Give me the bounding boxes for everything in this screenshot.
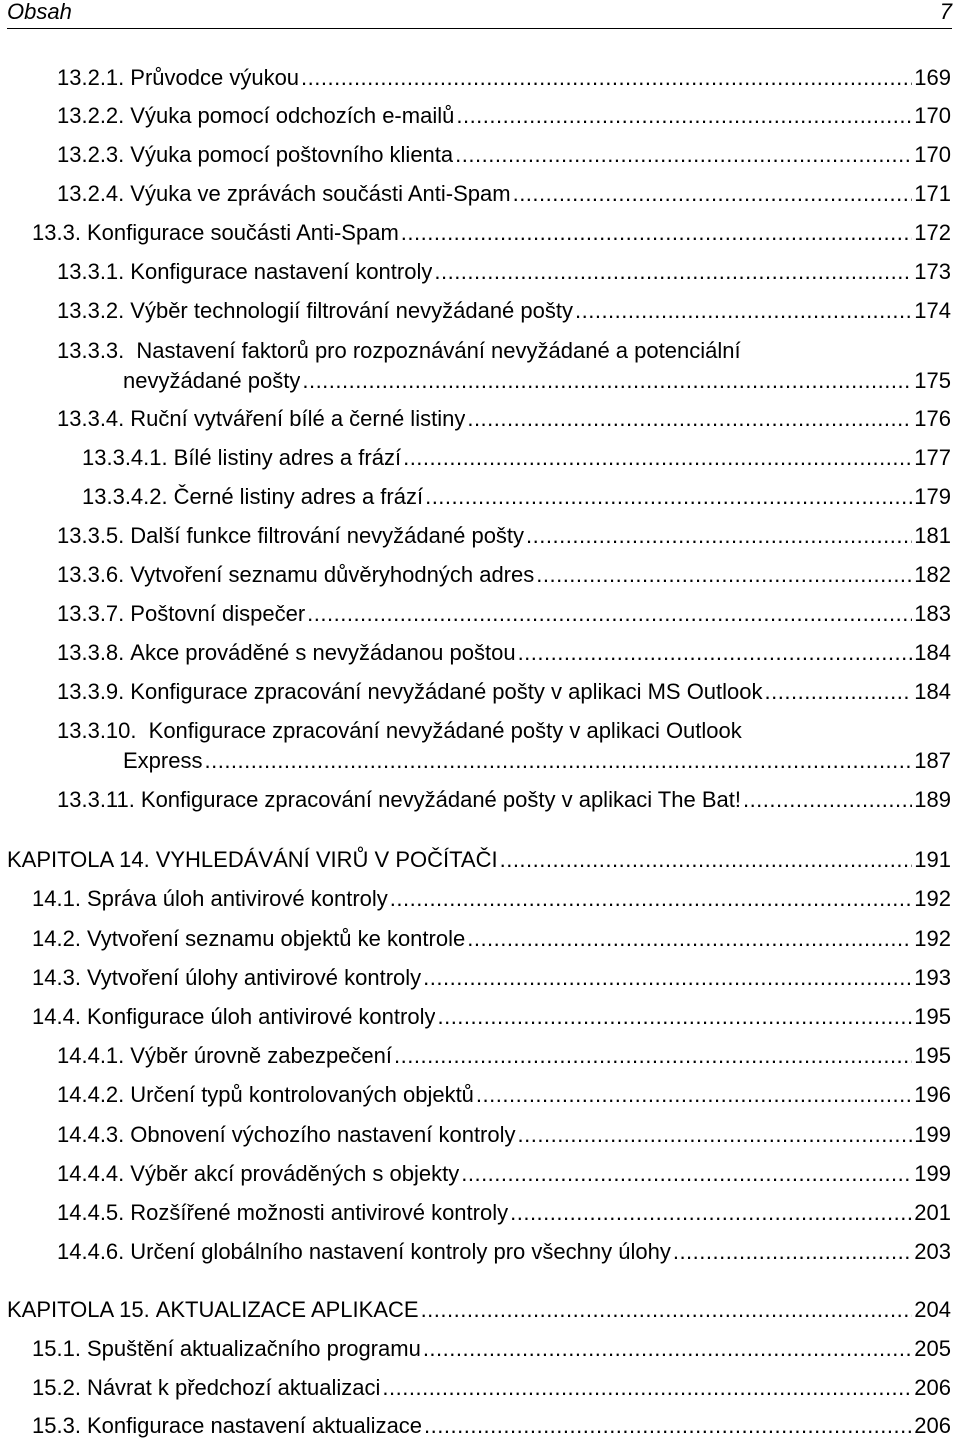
toc-dot-leader [437, 1002, 912, 1032]
toc-dot-leader [423, 963, 912, 993]
toc-entry-title: Výuka pomocí odchozích e-mailů [130, 103, 455, 128]
toc-entry[interactable] [57, 677, 951, 707]
toc-entry-number: 14.4.6. [57, 1239, 125, 1264]
toc-entry[interactable] [57, 179, 951, 209]
toc-entry-title: Konfigurace nastavení kontroly [130, 259, 433, 284]
running-head [7, 0, 952, 29]
toc-entry-number: 13.3.7. [57, 601, 125, 626]
toc-entry[interactable] [57, 140, 951, 170]
toc-entry-number: 15.2. [32, 1375, 81, 1400]
toc-dot-leader [401, 218, 913, 248]
toc-entry-title: Konfigurace nastavení aktualizace [86, 1413, 423, 1438]
toc-entry[interactable] [32, 924, 951, 954]
toc-entry-number: 13.2.2. [57, 103, 125, 128]
toc-dot-leader [673, 1237, 912, 1267]
toc-entry-number: 14.3. [32, 965, 81, 990]
toc-entry[interactable] [57, 1198, 951, 1228]
toc-entry-page: 183 [914, 601, 951, 626]
toc-entry-page: 176 [914, 406, 951, 431]
toc-dot-leader [510, 1198, 912, 1228]
toc-entry-page: 196 [914, 1082, 951, 1107]
toc-entry-title: Bílé listiny adres a frází [173, 445, 402, 470]
toc-entry[interactable] [82, 443, 951, 473]
toc-entry-title: Černé listiny adres a frází [173, 484, 424, 509]
toc-entry-number: 13.3.2. [57, 298, 125, 323]
toc-entry[interactable] [32, 884, 951, 914]
toc-dot-leader [526, 521, 912, 551]
toc-entry-page: 199 [914, 1161, 951, 1186]
toc-entry[interactable] [57, 560, 951, 590]
toc-entry-number: 14.4. [32, 1004, 81, 1029]
toc-dot-leader [536, 560, 912, 590]
toc-entry-page: 187 [914, 748, 951, 773]
toc-entry-title: Rozšířené možnosti antivirové kontroly [130, 1200, 509, 1225]
toc-dot-leader [513, 179, 913, 209]
toc-entry-title: Poštovní dispečer [130, 601, 306, 626]
toc-entry-title: Konfigurace zpracování nevyžádané pošty v aplikaci MS Outlook [130, 679, 763, 704]
toc-entry-title: Výběr úrovně zabezpečení [130, 1043, 393, 1068]
toc-entry-page: 169 [914, 65, 951, 90]
toc-entry-number: 14.4.5. [57, 1200, 125, 1225]
toc-dot-leader [467, 404, 912, 434]
toc-entry[interactable] [32, 218, 951, 248]
toc-entry-title: Spuštění aktualizačního programu [86, 1336, 421, 1361]
toc-entry-page: 170 [914, 103, 951, 128]
toc-entry-number: 15.1. [32, 1336, 81, 1361]
toc-dot-leader [575, 296, 912, 326]
toc-chapter-entry[interactable] [7, 1295, 951, 1325]
toc-dot-leader [461, 1159, 912, 1189]
toc-dot-leader [518, 1120, 913, 1150]
toc-entry-number: 13.3.4.2. [82, 484, 168, 509]
toc-entry-number: 13.3.11. [57, 787, 135, 812]
toc-entry-title: Výuka ve zprávách součásti Anti-Spam [130, 181, 511, 206]
toc-entry[interactable] [57, 1120, 951, 1150]
toc-entry-page: 170 [914, 142, 951, 167]
toc-entry[interactable] [57, 1041, 951, 1071]
toc-entry-page: 175 [914, 368, 951, 393]
toc-entry-title: Vytvoření seznamu důvěryhodných adres [130, 562, 535, 587]
toc-dot-leader [301, 63, 912, 93]
toc-dot-leader [476, 1080, 912, 1110]
toc-entry-title: Návrat k předchozí aktualizaci [86, 1375, 381, 1400]
toc-entry-title-line-2: nevyžádané pošty [123, 368, 301, 393]
toc-entry-title: Určení globálního nastavení kontroly pro všechny úlohy [130, 1239, 671, 1264]
toc-dot-leader [302, 366, 912, 396]
toc-entry-number: 14.4.2. [57, 1082, 125, 1107]
toc-entry[interactable] [32, 963, 951, 993]
toc-dot-leader [765, 677, 913, 707]
toc-entry[interactable] [57, 521, 951, 551]
toc-entry-page: 172 [914, 220, 951, 245]
toc-dot-leader [421, 1295, 913, 1325]
toc-entry-number: 14.2. [32, 926, 81, 951]
toc-dot-leader [424, 1411, 912, 1441]
toc-entry-number: 14.4.3. [57, 1122, 125, 1147]
toc-entry[interactable] [57, 296, 951, 326]
toc-entry-number: 13.3.8. [57, 640, 125, 665]
toc-entry-title: Správa úloh antivirové kontroly [86, 886, 388, 911]
toc-entry-page: 193 [914, 965, 951, 990]
toc-entry-title: Konfigurace zpracování nevyžádané pošty v aplikaci The Bat! [140, 787, 741, 812]
toc-entry[interactable] [57, 716, 951, 776]
toc-entry[interactable] [82, 482, 951, 512]
toc-entry-page: 177 [914, 445, 951, 470]
toc-dot-leader [434, 257, 912, 287]
toc-entry-page: 199 [914, 1122, 951, 1147]
toc-entry[interactable] [57, 599, 951, 629]
toc-entry-title: Ruční vytváření bílé a černé listiny [130, 406, 466, 431]
toc-entry-number: 13.3.9. [57, 679, 125, 704]
toc-entry-number: 13.3.4.1. [82, 445, 168, 470]
running-head-section: Obsah [7, 0, 72, 24]
toc-dot-leader [382, 1373, 912, 1403]
toc-dot-leader [390, 884, 913, 914]
toc-entry[interactable] [57, 1159, 951, 1189]
toc-dot-leader [403, 443, 912, 473]
toc-entry-page: 195 [914, 1004, 951, 1029]
toc-entry-page: 206 [914, 1413, 951, 1438]
toc-entry-number: 13.2.4. [57, 181, 125, 206]
toc-entry[interactable] [57, 336, 951, 396]
toc-entry[interactable] [57, 101, 951, 131]
toc-entry-title: Výuka pomocí poštovního klienta [130, 142, 454, 167]
toc-entry-page: 205 [914, 1336, 951, 1361]
toc-entry-number: 14.4.4. [57, 1161, 125, 1186]
toc-entry-number: 14.4.1. [57, 1043, 125, 1068]
toc-chapter-entry[interactable] [7, 845, 951, 875]
toc-entry-number: 13.3. [32, 220, 81, 245]
toc-entry-page: 191 [914, 847, 951, 872]
toc-entry-page: 201 [914, 1200, 951, 1225]
toc-entry-title: VYHLEDÁVÁNÍ VIRŮ V POČÍTAČI [155, 847, 498, 872]
toc-entry-page: 204 [914, 1297, 951, 1322]
toc-dot-leader [423, 1334, 912, 1364]
toc-entry[interactable] [32, 1411, 951, 1441]
toc-entry-title: Výběr akcí prováděných s objekty [130, 1161, 460, 1186]
toc-entry-title-line-1: Konfigurace zpracování nevyžádané pošty v aplikaci Outlook [148, 718, 742, 743]
toc-entry-number: KAPITOLA 14. [7, 847, 150, 872]
toc-entry-page: 184 [914, 640, 951, 665]
toc-dot-leader [500, 845, 913, 875]
toc-entry[interactable] [32, 1334, 951, 1364]
toc-entry-number: 14.1. [32, 886, 81, 911]
toc-entry[interactable] [57, 404, 951, 434]
toc-entry-number: 13.3.6. [57, 562, 125, 587]
toc-entry-number: 13.3.10. [57, 718, 137, 743]
toc-entry-title: Průvodce výukou [130, 65, 300, 90]
toc-entry-page: 184 [914, 679, 951, 704]
toc-dot-leader [455, 140, 912, 170]
toc-entry[interactable] [57, 785, 951, 815]
toc-entry-title: Vytvoření úlohy antivirové kontroly [86, 965, 422, 990]
toc-entry-page: 179 [914, 484, 951, 509]
toc-entry-title: Akce prováděné s nevyžádanou poštou [130, 640, 516, 665]
toc-dot-leader [307, 599, 912, 629]
toc-entry-page: 192 [914, 926, 951, 951]
toc-entry-number: 13.2.1. [57, 65, 125, 90]
toc-entry-title-line-1: Nastavení faktorů pro rozpoznávání nevyžádané a potenciální [136, 338, 741, 363]
toc-entry[interactable] [57, 638, 951, 668]
toc-entry-title: Konfigurace součásti Anti-Spam [86, 220, 399, 245]
toc-entry-number: 13.3.3. [57, 338, 125, 363]
toc-entry-title: Konfigurace úloh antivirové kontroly [86, 1004, 436, 1029]
toc-entry[interactable] [32, 1373, 951, 1403]
toc-entry-page: 181 [914, 523, 951, 548]
toc-dot-leader [456, 101, 912, 131]
toc-entry-page: 174 [914, 298, 951, 323]
toc-entry[interactable] [32, 1002, 951, 1032]
running-head-page-number: 7 [939, 0, 952, 24]
toc-entry-title-line-2: Express [123, 748, 203, 773]
toc-entry-title: Výběr technologií filtrování nevyžádané pošty [130, 298, 573, 323]
toc-dot-leader [204, 746, 912, 776]
toc-entry-page: 206 [914, 1375, 951, 1400]
toc-entry-title: Další funkce filtrování nevyžádané pošty [130, 523, 525, 548]
toc-dot-leader [467, 924, 912, 954]
toc-entry-number: KAPITOLA 15. [7, 1297, 150, 1322]
toc-entry-number: 13.3.5. [57, 523, 125, 548]
toc-entry-number: 13.2.3. [57, 142, 125, 167]
toc-entry-page: 173 [914, 259, 951, 284]
toc-entry-page: 195 [914, 1043, 951, 1068]
toc-entry-page: 189 [914, 787, 951, 812]
toc-dot-leader [743, 785, 912, 815]
toc-dot-leader [518, 638, 913, 668]
toc-dot-leader [394, 1041, 912, 1071]
toc-entry-number: 15.3. [32, 1413, 81, 1438]
toc-entry-title: AKTUALIZACE APLIKACE [155, 1297, 419, 1322]
toc-entry-number: 13.3.1. [57, 259, 125, 284]
toc-entry-page: 203 [914, 1239, 951, 1264]
toc-entry-number: 13.3.4. [57, 406, 125, 431]
toc-entry-page: 182 [914, 562, 951, 587]
toc-dot-leader [425, 482, 912, 512]
toc-entry-title: Vytvoření seznamu objektů ke kontrole [86, 926, 466, 951]
toc-entry-title: Obnovení výchozího nastavení kontroly [130, 1122, 516, 1147]
toc-entry-page: 171 [914, 181, 951, 206]
toc-entry-title: Určení typů kontrolovaných objektů [130, 1082, 474, 1107]
toc-entry-page: 192 [914, 886, 951, 911]
toc-entry[interactable] [57, 1237, 951, 1267]
toc-entry[interactable] [57, 63, 951, 93]
toc-entry[interactable] [57, 1080, 951, 1110]
toc-entry[interactable] [57, 257, 951, 287]
